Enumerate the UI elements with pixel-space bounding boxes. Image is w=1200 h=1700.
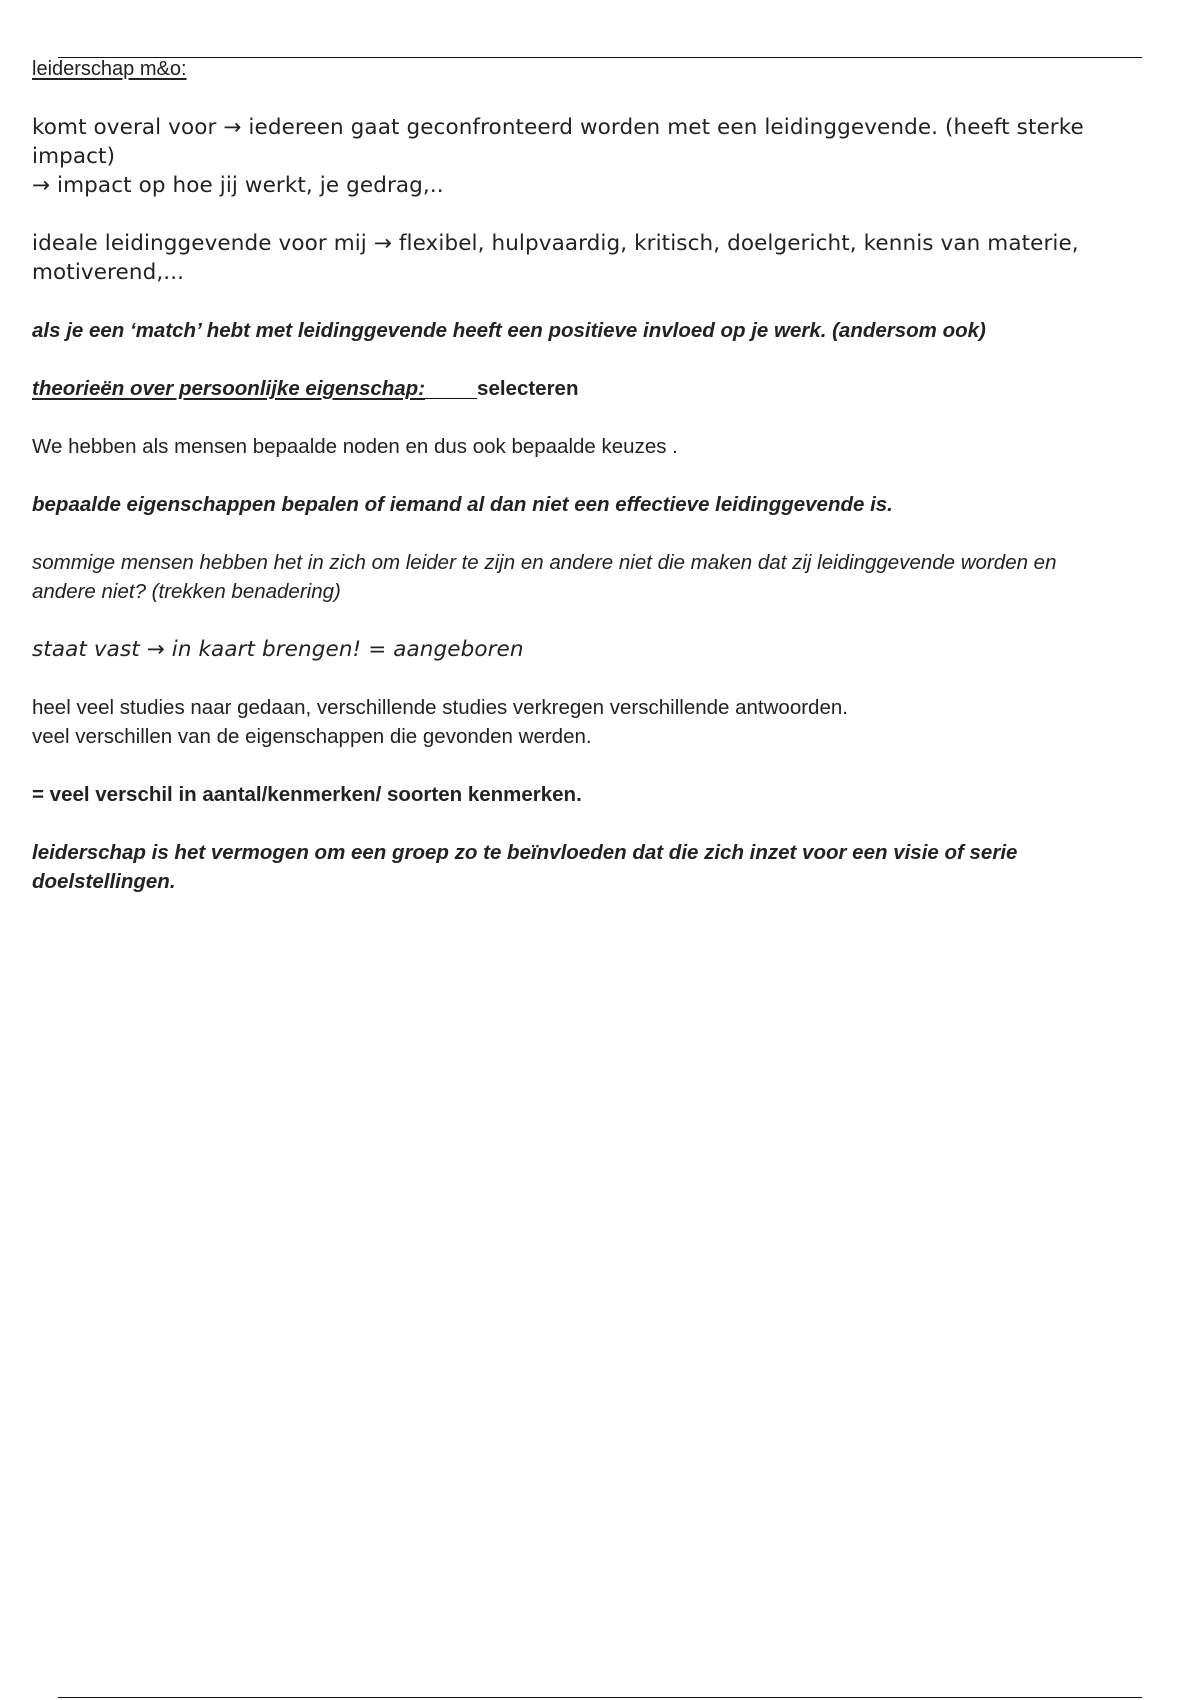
spacer bbox=[32, 84, 1142, 113]
paragraph-innate: staat vast → in kaart brengen! = aangeboren bbox=[32, 637, 524, 662]
spacer bbox=[32, 403, 1142, 432]
paragraph-ideal-leader bbox=[32, 229, 1142, 287]
paragraph-intro bbox=[32, 113, 1142, 200]
text-line: heel veel studies naar gedaan, verschillende studies verkregen verschillende antwoorden. bbox=[32, 696, 848, 719]
paragraph-differences: = veel verschil in aantal/kenmerken/ soorten kenmerken. bbox=[32, 783, 582, 806]
spacer bbox=[32, 345, 1142, 374]
bottom-rule bbox=[58, 1697, 1142, 1698]
text-line: leiderschap is het vermogen om een groep zo te beïnvloeden dat die zich inzet voor een visie of serie bbox=[32, 841, 1018, 864]
spacer bbox=[32, 519, 1142, 548]
theory-heading-main: theorieën over persoonlijke eigenschap: bbox=[32, 377, 426, 400]
spacer bbox=[32, 664, 1142, 693]
paragraph-trait-approach bbox=[32, 548, 1142, 606]
paragraph-definition bbox=[32, 838, 1142, 896]
paragraph-match: als je een ‘match’ hebt met leidinggevende heeft een positieve invloed op je werk. (andersom ook) bbox=[32, 319, 986, 342]
spacer bbox=[32, 606, 1142, 635]
text-line: impact) bbox=[32, 144, 116, 169]
paragraph-studies bbox=[32, 693, 1142, 751]
paragraph-traits: bepaalde eigenschappen bepalen of iemand al dan niet een effectieve leidinggevende is. bbox=[32, 493, 893, 516]
spacer bbox=[32, 751, 1142, 780]
document-body bbox=[32, 55, 1142, 896]
spacer bbox=[32, 287, 1142, 316]
spacer bbox=[32, 461, 1142, 490]
text-line: sommige mensen hebben het in zich om leider te zijn en andere niet die maken dat zij leidinggevende worden en bbox=[32, 551, 1057, 574]
text-line: veel verschillen van de eigenschappen die gevonden werden. bbox=[32, 725, 592, 748]
spacer bbox=[32, 200, 1142, 229]
spacer bbox=[32, 809, 1142, 838]
text-line: komt overal voor → iedereen gaat geconfronteerd worden met een leidinggevende. (heeft sterke bbox=[32, 115, 1084, 140]
text-line: andere niet? (trekken benadering) bbox=[32, 580, 341, 603]
text-line: → impact op hoe jij werkt, je gedrag,.. bbox=[32, 173, 444, 198]
theory-heading-suffix: selecteren bbox=[477, 377, 579, 400]
fill-in-blank bbox=[425, 398, 477, 399]
document-title: leiderschap m&o: bbox=[32, 58, 187, 80]
text-line: ideale leidinggevende voor mij → flexibel, hulpvaardig, kritisch, doelgericht, kennis van materie, bbox=[32, 231, 1079, 256]
theory-heading bbox=[32, 374, 1142, 403]
text-line: doelstellingen. bbox=[32, 870, 176, 893]
paragraph-needs: We hebben als mensen bepaalde noden en dus ook bepaalde keuzes . bbox=[32, 435, 678, 458]
text-line: motiverend,... bbox=[32, 260, 185, 285]
